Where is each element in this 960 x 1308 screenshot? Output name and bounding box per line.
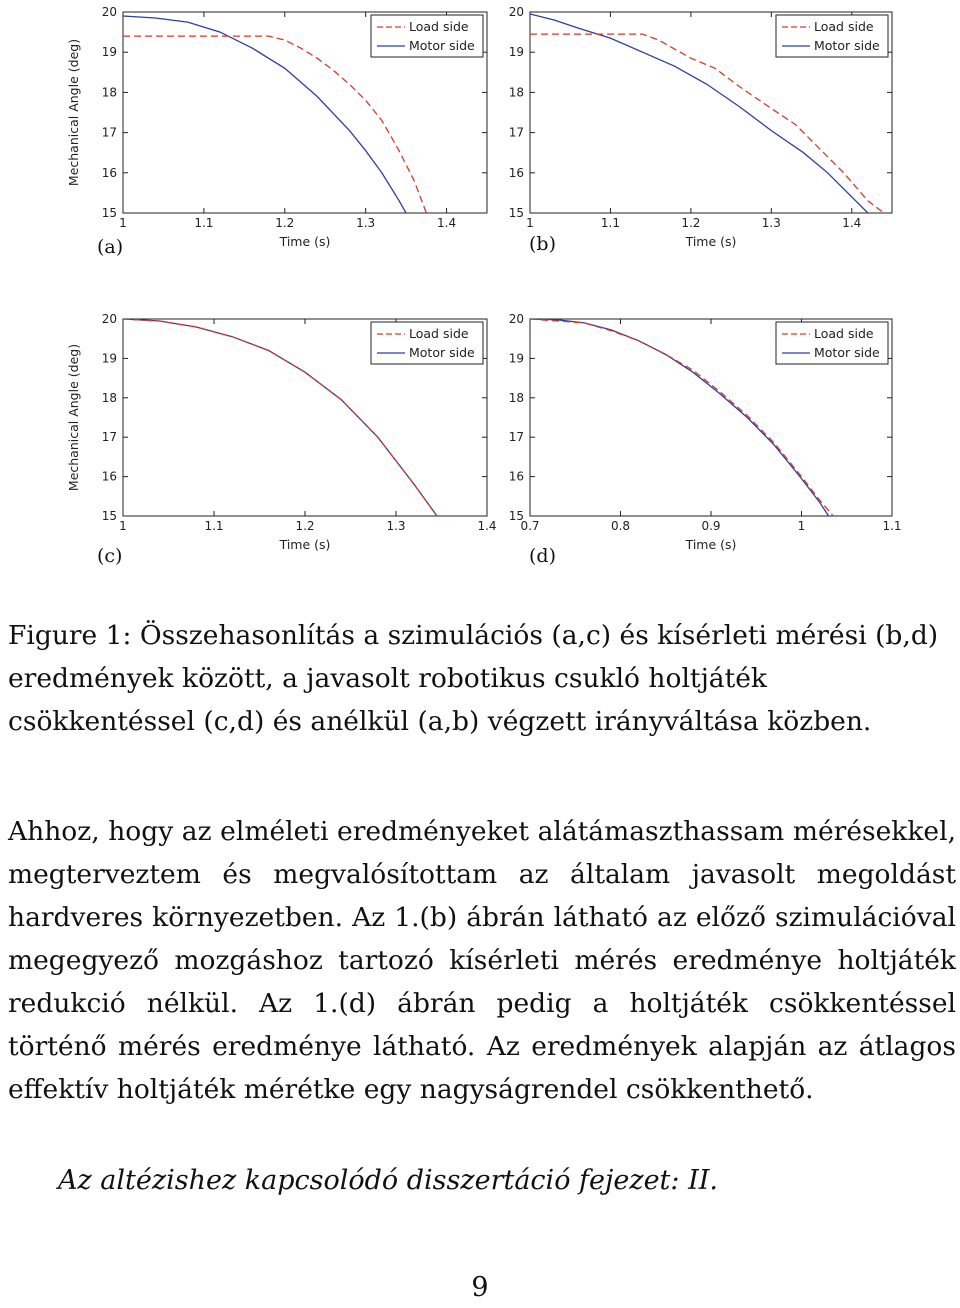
y-tick-label: 16 [508,469,524,484]
chart-panel-a [0,0,495,250]
x-tick-label: 1.4 [842,216,862,230]
y-tick-label: 19 [508,45,524,60]
y-tick-label: 20 [508,312,524,326]
y-tick-label: 17 [101,125,117,140]
y-tick-label: 18 [101,390,117,405]
y-tick-label: 18 [101,85,117,100]
y-tick-label: 15 [508,206,524,220]
x-tick-label: 1.1 [194,216,214,230]
y-tick-label: 20 [101,312,117,326]
x-tick-label: 1 [526,216,534,230]
y-tick-label: 18 [508,390,524,405]
chart-a-svg [0,0,495,250]
y-tick-label: 16 [101,165,117,180]
x-axis-label: Time (s) [279,234,331,249]
y-axis-label: Mechanical Angle (deg) [66,343,81,492]
x-tick-label: 1.2 [295,519,315,533]
legend-label-motor-side: Motor side [814,38,880,53]
x-axis-label: Time (s) [685,537,737,552]
x-tick-label: 1.3 [761,216,781,230]
x-tick-label: 0.8 [610,519,631,533]
x-tick-label: 1 [119,519,127,533]
figure-caption: Figure 1: Összehasonlítás a szimulációs (a,c) és kísérleti mérési (b,d) eredmények között, a javasolt robotikus csukló holtjáték csökkentéssel (c,d) és anélkül (a,b) végzett irányváltása közben. [8,620,939,737]
chapter-reference: Az altézishez kapcsolódó disszertáció fejezet: II. [58,1165,718,1196]
y-tick-label: 20 [508,5,524,19]
panel-label-a: (a) [97,236,124,258]
panel-label-d: (d) [529,545,556,567]
y-axis-label: Mechanical Angle (deg) [66,38,81,187]
chart-panel-b [495,0,960,250]
body-paragraph: Ahhoz, hogy az elméleti eredményeket alátámaszthassam mérésekkel, megterveztem és megvalósítottam az általam javasolt megoldást hardveres környezetben. Az 1.(b) ábrán látható az előző szimulációval megegyező mozgáshoz tartozó kísérleti mérés eredménye holtjáték redukció nélkül. Az 1.(d) ábrán pedig a holtjáték csökkentéssel történő mérés eredménye látható. Az eredmények alapján az átlagos effektív holtjáték mérétke egy nagyságrendel csökkenthető. [8,816,956,1105]
panel-label-b: (b) [529,233,556,255]
y-tick-label: 15 [508,509,524,523]
y-tick-label: 15 [101,509,117,523]
legend-label-motor-side: Motor side [409,38,475,53]
x-tick-label: 1 [119,216,127,230]
legend-label-load-side: Load side [409,19,469,34]
y-tick-label: 19 [101,351,117,366]
x-axis-label: Time (s) [685,234,737,249]
y-tick-label: 16 [508,165,524,180]
panel-label-c: (c) [97,545,123,567]
x-tick-label: 1.3 [386,519,406,533]
chart-panel-d [495,303,960,555]
x-tick-label: 1.3 [356,216,376,230]
x-tick-label: 1.4 [437,216,457,230]
y-tick-label: 15 [101,206,117,220]
y-tick-label: 19 [508,351,524,366]
x-tick-label: 1.2 [275,216,295,230]
x-tick-label: 1 [797,519,806,533]
y-tick-label: 18 [508,85,524,100]
y-tick-label: 16 [101,469,117,484]
x-tick-label: 1.1 [600,216,620,230]
legend-label-load-side: Load side [814,19,874,34]
page-number: 9 [471,1272,489,1303]
x-tick-label: 0.9 [701,519,721,533]
chart-panel-c [0,303,495,555]
y-tick-label: 20 [101,5,117,19]
y-tick-label: 17 [508,125,524,140]
x-tick-label: 1.2 [681,216,701,230]
x-tick-label: 1.1 [882,519,902,533]
legend-label-load-side: Load side [409,326,469,341]
x-tick-label: 1.4 [477,519,497,533]
y-tick-label: 19 [101,45,117,60]
chart-c-svg [0,303,495,555]
x-axis-label: Time (s) [279,537,331,552]
legend-label-motor-side: Motor side [814,345,880,360]
chart-d-svg [495,303,960,555]
y-tick-label: 17 [508,430,524,445]
x-tick-label: 1.1 [204,519,224,533]
figure-1 [0,0,960,580]
legend-label-load-side: Load side [814,326,874,341]
legend-label-motor-side: Motor side [409,345,475,360]
x-tick-label: 0.7 [520,519,540,533]
chart-b-svg [495,0,960,250]
y-tick-label: 17 [101,430,117,445]
